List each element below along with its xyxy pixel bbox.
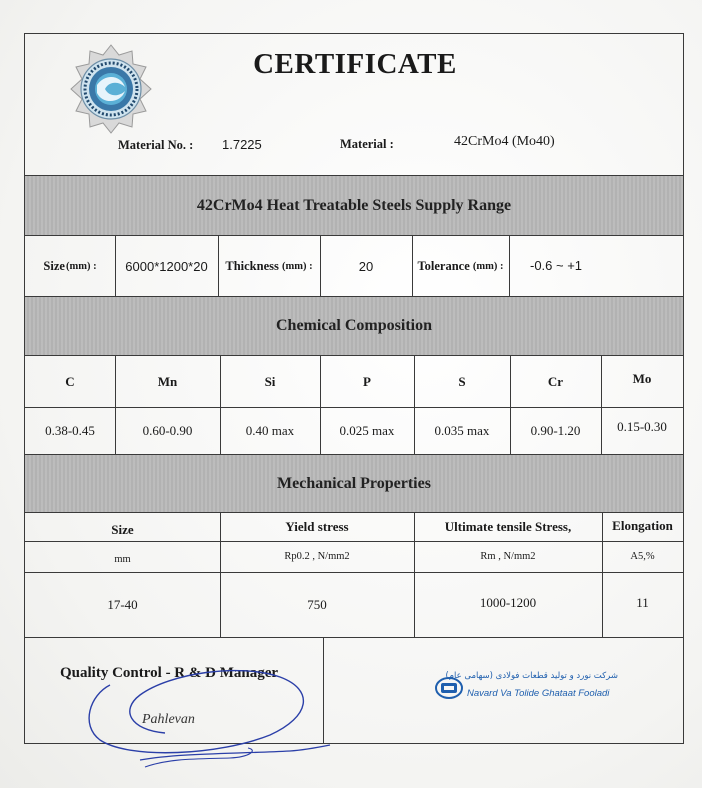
mech-unit-tensile: Rm , N/mm2: [480, 551, 536, 562]
gear-seal-icon: [62, 44, 160, 134]
supply-heading: 42CrMo4 Heat Treatable Steels Supply Range: [25, 175, 683, 236]
qc-label: Quality Control - R & D Manager: [60, 665, 279, 681]
chemical-heading: Chemical Composition: [25, 296, 683, 356]
mech-header-tensile: Ultimate tensile Stress,: [444, 519, 572, 534]
value-mo: 0.15-0.30: [617, 419, 667, 434]
mech-header-size: Size: [111, 521, 134, 537]
company-name-en: Navard Va Tolide Ghataat Fooladi: [467, 688, 610, 699]
size-unit: (mm) :: [65, 260, 97, 272]
thickness-label: [218, 236, 320, 296]
value-mn: 0.60-0.90: [142, 422, 193, 438]
value-s: 0.035 max: [434, 422, 490, 438]
size-value: 6000*1200*20: [125, 258, 208, 274]
size-label-text: Size: [43, 258, 65, 273]
element-s: S: [458, 373, 466, 389]
element-cr: Cr: [547, 373, 564, 389]
mech-header-elongation: Elongation: [612, 517, 673, 533]
mech-value-tensile: 1000-1200: [479, 595, 537, 610]
value-p: 0.025 max: [339, 422, 395, 438]
element-mn: Mn: [157, 373, 178, 389]
signatory-name: Pahlevan: [142, 712, 195, 727]
mech-value-elongation: 11: [636, 595, 649, 610]
value-c: 0.38-0.45: [45, 422, 95, 438]
element-mo: Mo: [632, 370, 652, 386]
material-no-value: 1.7225: [222, 137, 262, 152]
tolerance-value: -0.6 ~ +1: [530, 258, 583, 273]
material-value: 42CrMo4 (Mo40): [454, 134, 555, 149]
tolerance-unit: (mm) :: [472, 260, 504, 272]
mech-value-yield: 750: [307, 596, 327, 612]
thickness-unit: (mm) :: [282, 260, 313, 272]
certificate-title: CERTIFICATE: [253, 48, 457, 80]
signature-scribble: [80, 655, 340, 775]
element-si: Si: [264, 373, 276, 389]
size-label: [25, 236, 115, 296]
value-si: 0.40 max: [245, 422, 295, 438]
mech-unit-size: mm: [114, 553, 131, 565]
mechanical-heading: Mechanical Properties: [25, 454, 683, 513]
tolerance-label: [412, 236, 509, 296]
mech-unit-yield: Rp0.2 , N/mm2: [284, 551, 350, 562]
col-divider: [509, 236, 510, 296]
mech-value-size: 17-40: [107, 596, 138, 612]
mech-header-yield: Yield stress: [285, 519, 349, 534]
element-c: C: [65, 373, 75, 389]
material-no-label: Material No. :: [118, 138, 194, 152]
material-label: Material :: [340, 137, 394, 151]
row-divider: [25, 637, 683, 638]
mech-unit-elongation: A5,%: [630, 551, 655, 562]
company-name-fa: شرکت نورد و تولید قطعات فولادی (سهامی عام): [445, 671, 618, 681]
thickness-value: 20: [358, 258, 374, 274]
tolerance-label-text: Tolerance: [417, 258, 470, 273]
value-cr: 0.90-1.20: [530, 422, 581, 438]
thickness-label-text: Thickness: [225, 258, 279, 273]
element-p: P: [363, 373, 371, 389]
